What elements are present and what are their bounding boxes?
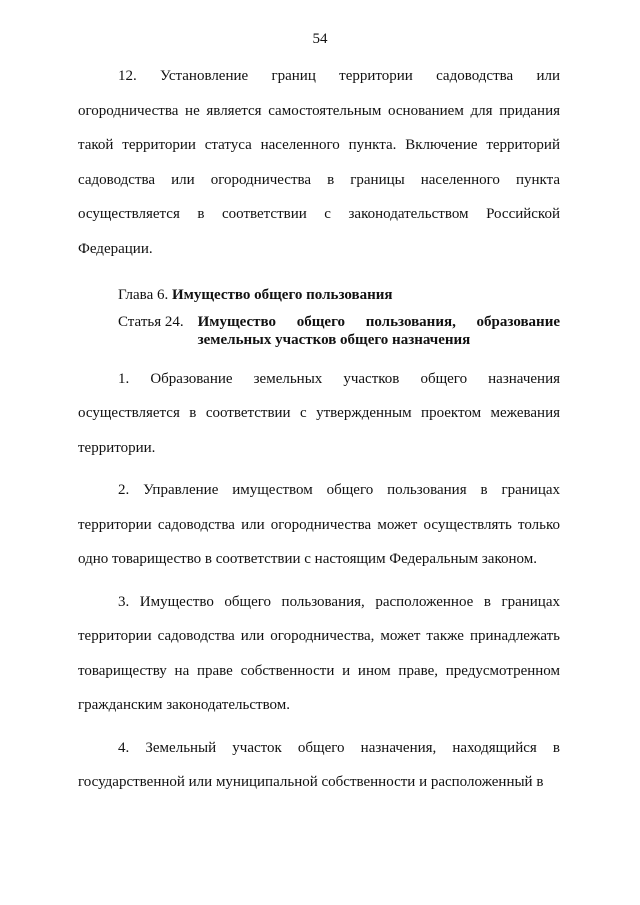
article-label: Статья 24.: [118, 313, 184, 330]
document-body: [78, 59, 560, 800]
paragraph-12: 12. Установление границ территории садоводства или огородничества не является самостоятельным основанием для придания такой территории статуса населенного пункта. Включение территорий садоводства или огородничества в границы населенного пункта осуществляется в соответствии с законодательством Российской Федерации.: [78, 68, 560, 257]
paragraph-2: 2. Управление имуществом общего пользования в границах территории садоводства или огородничества может осуществлять только одно товарищество в соответствии с настоящим Федеральным законом.: [78, 482, 560, 567]
article-title: [198, 313, 560, 349]
page-number: 54: [312, 31, 328, 47]
paragraph-4: 4. Земельный участок общего назначения, находящийся в государственной или муниципальной собственности и расположенный в: [78, 739, 560, 790]
chapter-title: Имущество общего пользования: [171, 287, 393, 303]
chapter-heading: [78, 278, 560, 313]
paragraph-1: 1. Образование земельных участков общего назначения осуществляется в соответствии с утвержденным проектом межевания территории.: [78, 370, 560, 456]
article-heading: [78, 313, 560, 349]
chapter-label: Глава 6.: [118, 287, 169, 303]
article-title-line-1: Имущество общего пользования, образование: [197, 313, 560, 330]
paragraph-3: 3. Имущество общего пользования, расположенное в границах территории садоводства или огородничества, может также принадлежать товариществу на праве собственности и ином праве, предусмотренном гражданским законодательством.: [78, 593, 560, 713]
article-title-line-2: земельных участков общего назначения: [197, 331, 471, 348]
